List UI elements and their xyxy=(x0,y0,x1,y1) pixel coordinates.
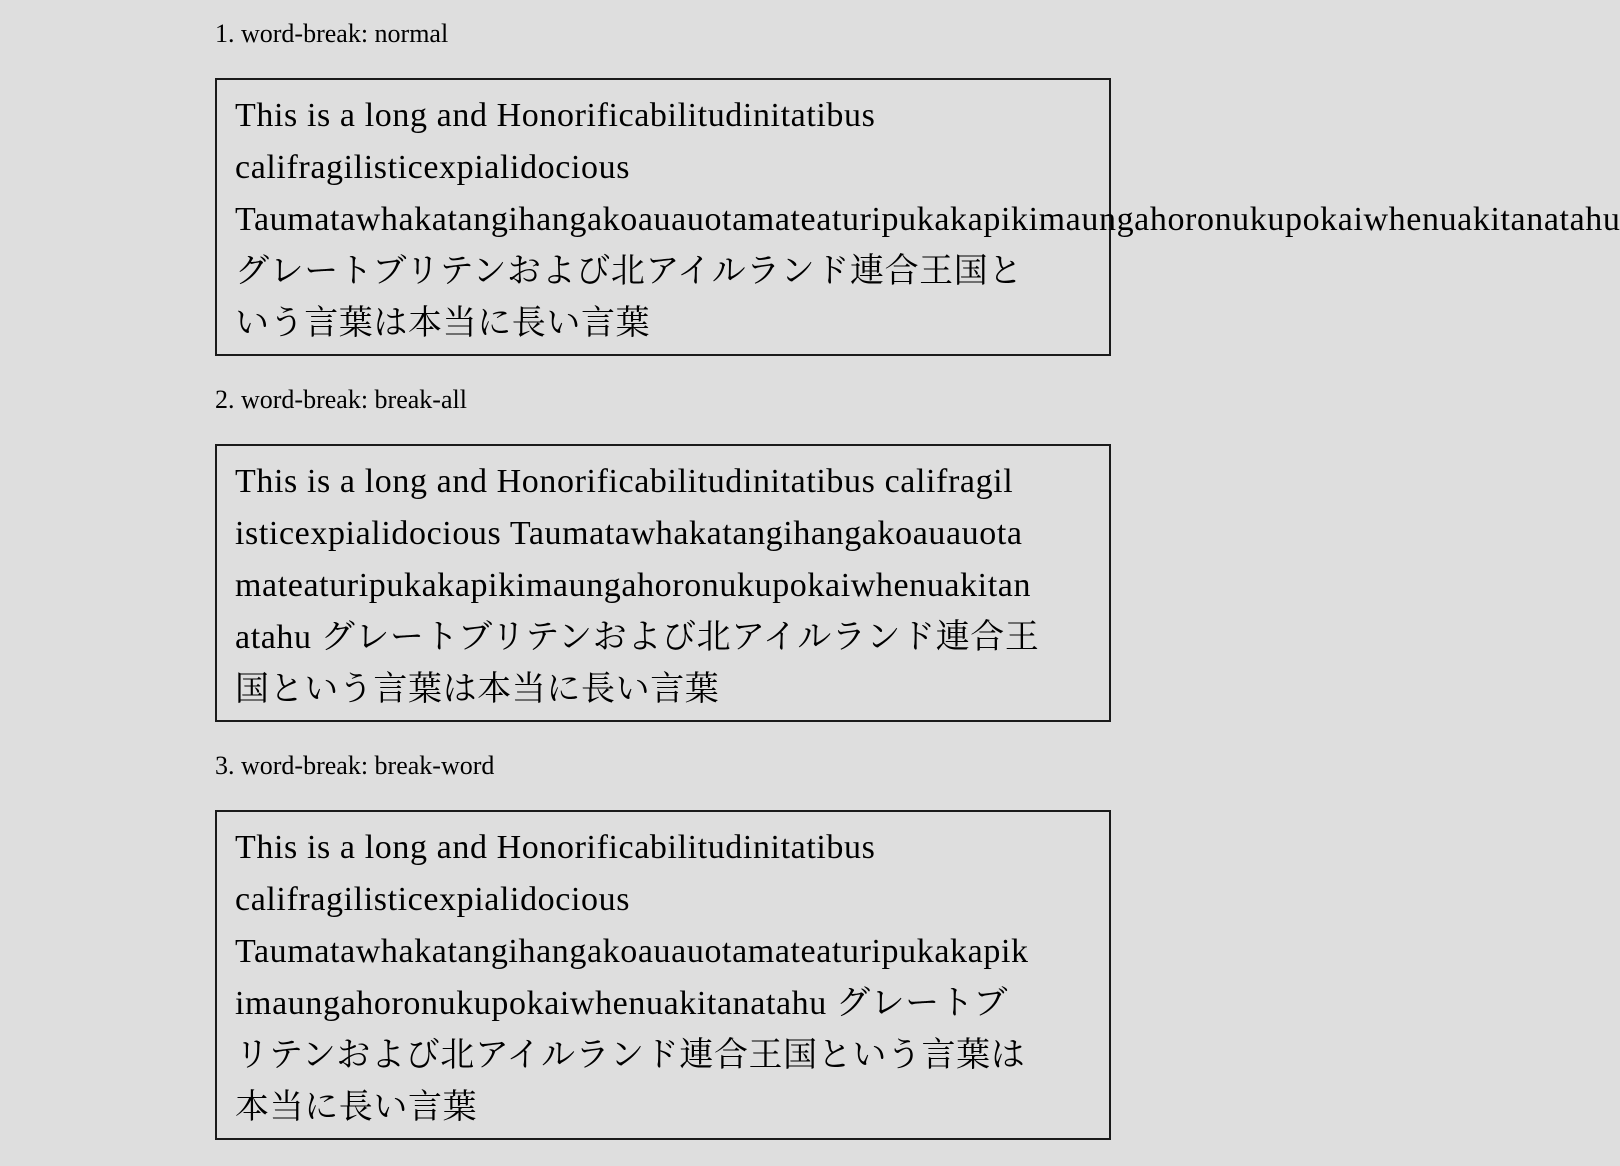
text-line: 国という言葉は本当に長い言葉 xyxy=(235,671,720,708)
text-line: califragilisticexpialidocious xyxy=(235,881,631,918)
text-box-normal xyxy=(215,78,1620,356)
text-line: isticexpialidocious Taumatawhakatangihangakoauauota xyxy=(235,515,1023,552)
section-label-normal: 1. word-break: normal xyxy=(215,19,449,48)
text-line: グレートブリテンおよび北アイルランド連合王国と xyxy=(235,253,1023,290)
text-line: This is a long and Honorificabilitudinitatibus xyxy=(235,829,876,866)
text-box-break-all xyxy=(215,444,1111,722)
text-line: This is a long and Honorificabilitudinitatibus xyxy=(235,97,876,134)
section-label-break-word: 3. word-break: break-word xyxy=(215,751,495,780)
text-line: imaungahoronukupokaiwhenuakitanatahu グレートブ xyxy=(235,985,1008,1022)
text-line: 本当に長い言葉 xyxy=(235,1089,478,1126)
section-label-break-all: 2. word-break: break-all xyxy=(215,385,467,414)
text-line: Taumatawhakatangihangakoauauotamateaturipukakapik xyxy=(235,933,1029,970)
text-line: いう言葉は本当に長い言葉 xyxy=(235,305,651,342)
text-line: atahu グレートブリテンおよび北アイルランド連合王 xyxy=(235,619,1040,656)
text-line: mateaturipukakapikimaungahoronukupokaiwhenuakitan xyxy=(235,567,1032,604)
text-line: califragilisticexpialidocious xyxy=(235,149,631,186)
text-box-break-word xyxy=(215,810,1111,1140)
text-line-overflowing: Taumatawhakatangihangakoauauotamateaturipukakapikimaungahoronukupokaiwhenuakitanatahu xyxy=(235,201,1620,238)
text-line: This is a long and Honorificabilitudinitatibus califragil xyxy=(235,463,1014,500)
text-line: リテンおよび北アイルランド連合王国という言葉は xyxy=(235,1037,1026,1074)
